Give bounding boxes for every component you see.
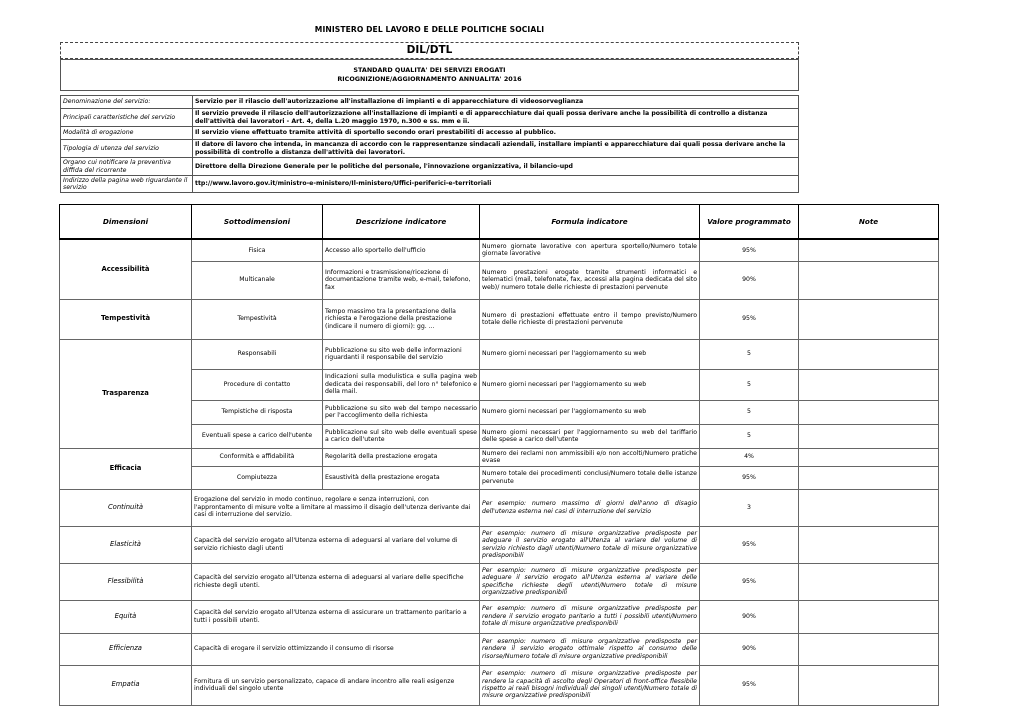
subdimension-cell: Eventuali spese a carico dell'utente bbox=[192, 424, 323, 448]
dimension-trasparenza: Trasparenza bbox=[60, 339, 192, 448]
table-row bbox=[60, 633, 939, 665]
info-row bbox=[61, 176, 799, 193]
formula-cell: Per esempio: numero di misure organizzative predisposte per rendere il servizio erogato paritario a tutti i possibili utenti/Numero totale di misure organizzative predisponibili bbox=[480, 600, 700, 633]
table-row bbox=[60, 369, 939, 400]
subdimension-cell: Multicanale bbox=[192, 261, 323, 299]
subdimension-cell: Conformità e affidabilità bbox=[192, 448, 323, 466]
value-cell: 3 bbox=[700, 489, 799, 526]
table-row bbox=[60, 526, 939, 563]
table-row bbox=[60, 489, 939, 526]
description-cell: Pubblicazione su sito web delle informazioni riguardanti il responsabile del servizio bbox=[323, 339, 480, 369]
note-cell bbox=[799, 339, 939, 369]
table-row bbox=[60, 665, 939, 705]
header-valore: Valore programmato bbox=[700, 205, 799, 240]
value-cell: 5 bbox=[700, 339, 799, 369]
office-title: DIL/DTL bbox=[60, 42, 799, 59]
value-cell: 95% bbox=[700, 299, 799, 339]
note-cell bbox=[799, 563, 939, 600]
formula-cell: Numero dei reclami non ammissibili e/o non accolti/Numero pratiche evase bbox=[480, 448, 700, 466]
table-row bbox=[60, 239, 939, 261]
info-label: Indirizzo della pagina web riguardante il servizio bbox=[61, 176, 193, 193]
dimension-elasticita: Elasticità bbox=[60, 526, 192, 563]
value-cell: 90% bbox=[700, 261, 799, 299]
note-cell bbox=[799, 239, 939, 261]
dimension-empatia: Empatia bbox=[60, 665, 192, 705]
table-row bbox=[60, 400, 939, 424]
note-cell bbox=[799, 600, 939, 633]
note-cell bbox=[799, 526, 939, 563]
value-cell: 5 bbox=[700, 424, 799, 448]
subtitle-line-2: RICOGNIZIONE/AGGIORNAMENTO ANNUALITA' 2016 bbox=[337, 75, 522, 83]
description-cell: Accesso allo sportello dell'ufficio bbox=[323, 239, 480, 261]
description-cell: Capacità del servizio erogato all'Utenza esterna di assicurare un trattamento paritario a tutti i possibili utenti. bbox=[192, 600, 480, 633]
table-header-row bbox=[60, 205, 939, 240]
subdimension-cell: Tempestività bbox=[192, 299, 323, 339]
info-label: Principali caratteristiche del servizio bbox=[61, 109, 193, 127]
subtitle-line-1: STANDARD QUALITA' DEI SERVIZI EROGATI bbox=[353, 66, 506, 75]
value-cell: 95% bbox=[700, 526, 799, 563]
subdimension-cell: Responsabili bbox=[192, 339, 323, 369]
dimension-tempestivita: Tempestività bbox=[60, 299, 192, 339]
description-cell: Regolarità della prestazione erogata bbox=[323, 448, 480, 466]
note-cell bbox=[799, 400, 939, 424]
subdimension-cell: Procedure di contatto bbox=[192, 369, 323, 400]
table-row bbox=[60, 424, 939, 448]
value-cell: 90% bbox=[700, 633, 799, 665]
info-value: Servizio per il rilascio dell'autorizzazione all'installazione di impianti e di apparecchiature di videosorveglianza bbox=[193, 96, 799, 109]
dimension-efficacia: Efficacia bbox=[60, 448, 192, 489]
dimension-efficienza: Efficienza bbox=[60, 633, 192, 665]
dimension-continuita: Continuità bbox=[60, 489, 192, 526]
formula-cell: Numero totale dei procedimenti conclusi/Numero totale delle istanze pervenute bbox=[480, 466, 700, 489]
description-cell: Capacità di erogare il servizio ottimizzando il consumo di risorse bbox=[192, 633, 480, 665]
formula-cell: Numero giorni necessari per l'aggiornamento su web del tariffario delle spese a carico dell'utente bbox=[480, 424, 700, 448]
formula-cell: Numero prestazioni erogate tramite strumenti informatici e telematici (mail, telefonate, fax, accessi alla pagina dedicata del sito web)/ numero totale delle richieste di prestazioni pervenute bbox=[480, 261, 700, 299]
quality-standards-table bbox=[59, 204, 939, 706]
table-row bbox=[60, 299, 939, 339]
header-sottodimensioni: Sottodimensioni bbox=[192, 205, 323, 240]
info-row bbox=[61, 127, 799, 140]
note-cell bbox=[799, 466, 939, 489]
subdimension-cell: Fisica bbox=[192, 239, 323, 261]
note-cell bbox=[799, 261, 939, 299]
header-descrizione: Descrizione indicatore bbox=[323, 205, 480, 240]
ministry-title: MINISTERO DEL LAVORO E DELLE POLITICHE SOCIALI bbox=[314, 25, 545, 34]
value-cell: 95% bbox=[700, 665, 799, 705]
note-cell bbox=[799, 369, 939, 400]
header-formula: Formula indicatore bbox=[480, 205, 700, 240]
description-cell: Indicazioni sulla modulistica e sulla pagina web dedicata dei responsabili, del loro n° telefonico e della mail. bbox=[323, 369, 480, 400]
formula-cell: Numero giorni necessari per l'aggiornamento su web bbox=[480, 369, 700, 400]
description-cell: Capacità del servizio erogato all'Utenza esterna di adeguarsi al variare del volume di servizio richiesto dagli utenti bbox=[192, 526, 480, 563]
info-label: Denominazione del servizio: bbox=[61, 96, 193, 109]
description-cell: Esaustività della prestazione erogata bbox=[323, 466, 480, 489]
formula-cell: Per esempio: numero di misure organizzative predisposte per rendere il servizio erogato ottimale rispetto al consumo delle risorse/Numero totale di misure organizzative predisponibili bbox=[480, 633, 700, 665]
formula-cell: Per esempio: numero di misure organizzative predisposte per adeguare il servizio erogato all'Utenza esterna al variare delle specifiche richieste degli utenti/Numero totale di misure organizzative predisponibili bbox=[480, 563, 700, 600]
dimension-flessibilita: Flessibilità bbox=[60, 563, 192, 600]
description-cell: Informazioni e trasmissione/ricezione di documentazione tramite web, e-mail, telefono, fax bbox=[323, 261, 480, 299]
value-cell: 5 bbox=[700, 400, 799, 424]
header-note: Note bbox=[799, 205, 939, 240]
dimension-accessibilita: Accessibilità bbox=[60, 239, 192, 299]
table-row bbox=[60, 448, 939, 466]
note-cell bbox=[799, 299, 939, 339]
table-row bbox=[60, 261, 939, 299]
note-cell bbox=[799, 489, 939, 526]
info-value: ttp://www.lavoro.gov.it/ministro-e-ministero/Il-ministero/Uffici-periferici-e-territoriali bbox=[193, 176, 799, 193]
info-row bbox=[61, 158, 799, 176]
description-cell: Fornitura di un servizio personalizzato, capace di andare incontro alle reali esigenze individuali del singolo utente bbox=[192, 665, 480, 705]
formula-cell: Numero giornate lavorative con apertura sportello/Numero totale giornate lavorative bbox=[480, 239, 700, 261]
table-row bbox=[60, 600, 939, 633]
service-info-table bbox=[60, 95, 799, 193]
value-cell: 95% bbox=[700, 239, 799, 261]
subtitle-box bbox=[60, 59, 799, 91]
table-row bbox=[60, 466, 939, 489]
formula-cell: Numero giorni necessari per l'aggiornamento su web bbox=[480, 339, 700, 369]
subdimension-cell: Tempistiche di risposta bbox=[192, 400, 323, 424]
info-value: Il servizio prevede il rilascio dell'autorizzazione all'installazione di impianti e di apparecchiature dai quali possa derivare anche la possibilità di controllo a distanza dell'attività dei lavoratori - Art. 4, della L.20 maggio 1970, n.300 e ss. mm e ii. bbox=[193, 109, 799, 127]
info-label: Modalità di erogazione bbox=[61, 127, 193, 140]
formula-cell: Numero di prestazioni effettuate entro il tempo previsto/Numero totale delle richieste di prestazioni pervenute bbox=[480, 299, 700, 339]
info-value: Direttore della Direzione Generale per le politiche del personale, l'innovazione organizzativa, il bilancio-upd bbox=[193, 158, 799, 176]
note-cell bbox=[799, 448, 939, 466]
note-cell bbox=[799, 424, 939, 448]
subdimension-cell: Compiutezza bbox=[192, 466, 323, 489]
dimension-equita: Equità bbox=[60, 600, 192, 633]
description-cell: Erogazione del servizio in modo continuo, regolare e senza interruzioni, con l'approntamento di misure volte a limitare al massimo il disagio dell'utenza derivante dai casi di interruzione del servizio. bbox=[192, 489, 480, 526]
description-cell: Pubblicazione su sito web del tempo necessario per l'accoglimento della richiesta bbox=[323, 400, 480, 424]
info-label: Organo cui notificare la preventiva diffida del ricorrente bbox=[61, 158, 193, 176]
formula-cell: Per esempio: numero di misure organizzative predisposte per adeguare il servizio erogato all'Utenza al variare del volume di servizio richiesto dagli utenti/Numero totale di misure organizzative predisponibili bbox=[480, 526, 700, 563]
value-cell: 5 bbox=[700, 369, 799, 400]
table-row bbox=[60, 339, 939, 369]
value-cell: 90% bbox=[700, 600, 799, 633]
info-value: Il datore di lavoro che intenda, in mancanza di accordo con le rappresentanze sindacali aziendali, installare impianti e apparecchiature dai quali possa derivare anche la possibilità di controllo a distanza dell'attività dei lavoratori. bbox=[193, 140, 799, 158]
formula-cell: Numero giorni necessari per l'aggiornamento su web bbox=[480, 400, 700, 424]
header-dimensioni: Dimensioni bbox=[60, 205, 192, 240]
info-row bbox=[61, 140, 799, 158]
description-cell: Pubblicazione sul sito web delle eventuali spese a carico dell'utente bbox=[323, 424, 480, 448]
formula-cell: Per esempio: numero massimo di giorni dell'anno di disagio dell'utenza esterna nei casi di interruzione del servizio bbox=[480, 489, 700, 526]
info-label: Tipologia di utenza del servizio bbox=[61, 140, 193, 158]
description-cell: Tempo massimo tra la presentazione della richiesta e l'erogazione della prestazione (indicare il numero di giorni): gg. ... bbox=[323, 299, 480, 339]
description-cell: Capacità del servizio erogato all'Utenza esterna di adeguarsi al variare delle specifiche richieste degli utenti. bbox=[192, 563, 480, 600]
info-row bbox=[61, 109, 799, 127]
value-cell: 4% bbox=[700, 448, 799, 466]
table-row bbox=[60, 563, 939, 600]
info-value: Il servizio viene effettuato tramite attività di sportello secondo orari prestabiliti di accesso al pubblico. bbox=[193, 127, 799, 140]
value-cell: 95% bbox=[700, 563, 799, 600]
note-cell bbox=[799, 633, 939, 665]
formula-cell: Per esempio: numero di misure organizzative predisposte per rendere la capacità di ascolto degli Operatori di front-office flessibile rispetto ai reali bisogni individuali dei singoli utenti/Numero totale di misure organizzative predisponibili bbox=[480, 665, 700, 705]
info-row bbox=[61, 96, 799, 109]
value-cell: 95% bbox=[700, 466, 799, 489]
note-cell bbox=[799, 665, 939, 705]
